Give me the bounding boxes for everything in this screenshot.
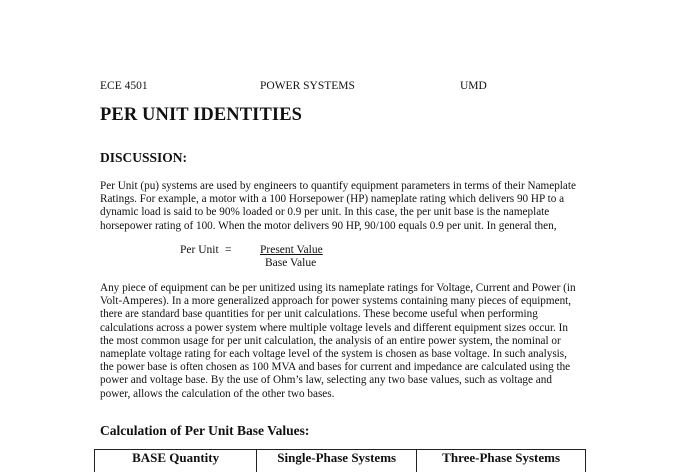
page-title: PER UNIT IDENTITIES bbox=[100, 105, 302, 126]
paragraph-line: power and voltage base. By the use of Ohm’s law, selecting any two base values, such as voltage and bbox=[100, 374, 580, 387]
calculation-heading: Calculation of Per Unit Base Values: bbox=[100, 423, 309, 439]
paragraph-line: Ratings. For example, a motor with a 100 Horsepower (HP) nameplate rating which delivers 90 HP to a bbox=[100, 193, 580, 206]
table-header-single-phase: Single-Phase Systems bbox=[257, 450, 417, 472]
paragraph-line: Per Unit (pu) systems are used by engineers to quantify equipment parameters in terms of their Nameplate bbox=[100, 180, 580, 193]
formula-equals: = bbox=[225, 244, 232, 256]
formula-numerator: Present Value bbox=[260, 244, 323, 256]
table-header-row bbox=[95, 450, 586, 472]
paragraph-line: there are standard base quantities for per unit calculations. These become useful when performing bbox=[100, 308, 580, 321]
header-course: ECE 4501 bbox=[100, 80, 148, 92]
paragraph-line: Volt-Amperes). In a more generalized approach for power systems containing many pieces of equipment, bbox=[100, 295, 580, 308]
formula-denominator: Base Value bbox=[265, 257, 316, 269]
header-subject: POWER SYSTEMS bbox=[260, 80, 355, 92]
header-school: UMD bbox=[460, 80, 487, 92]
paragraph-line: Any piece of equipment can be per unitized using its nameplate ratings for Voltage, Current and Power (in bbox=[100, 282, 580, 295]
paragraph-line: the power base is often chosen as 100 MVA and bases for current and impedance are calculated using the bbox=[100, 361, 580, 374]
paragraph-line: power, allows the calculation of the other two bases. bbox=[100, 388, 580, 401]
base-values-table bbox=[94, 449, 586, 472]
paragraph-line: the most common usage for per unit calculation, the analysis of an entire power system, the nominal or bbox=[100, 335, 580, 348]
discussion-paragraph-1 bbox=[100, 180, 580, 233]
paragraph-line: nameplate voltage rating for each voltage level of the system is chosen as base voltage. In such analysis, bbox=[100, 348, 580, 361]
table-header-three-phase: Three-Phase Systems bbox=[417, 450, 586, 472]
paragraph-line: horsepower rating of 100. When the motor delivers 90 HP, 90/100 equals 0.9 per unit. In general then, bbox=[100, 220, 580, 233]
paragraph-line: calculations across a power system where multiple voltage levels and different equipment sizes occur. In bbox=[100, 322, 580, 335]
paragraph-line: dynamic load is said to be 90% loaded or 0.9 per unit. In this case, the per unit base is the nameplate bbox=[100, 206, 580, 219]
discussion-heading: DISCUSSION: bbox=[100, 150, 187, 166]
table-header-base-quantity: BASE Quantity bbox=[95, 450, 257, 472]
formula-lhs: Per Unit bbox=[180, 244, 219, 256]
discussion-paragraph-2 bbox=[100, 282, 580, 401]
